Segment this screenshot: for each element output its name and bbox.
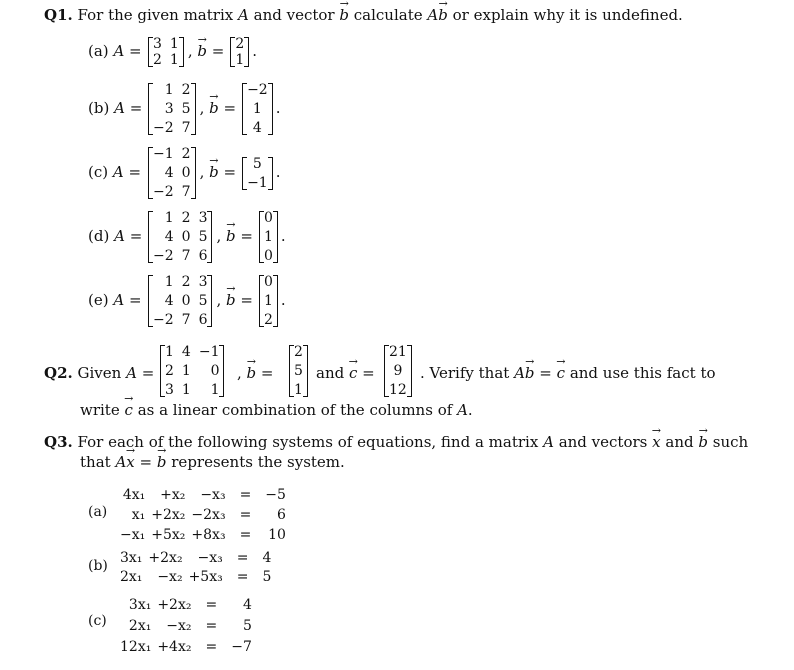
q1-A-cell-0-1: 2 (181, 274, 191, 290)
q1-period: . (275, 163, 281, 181)
q3-term-0-2: = (205, 596, 218, 613)
q3-term-1-2: −2x₃ (191, 507, 226, 523)
q1-matrix-A (148, 147, 196, 199)
q2-vector-c (384, 345, 412, 397)
q1-A-cell-1-2: 5 (198, 229, 208, 245)
q1-period: . (252, 42, 258, 60)
q1-matrix-A (148, 275, 212, 327)
q3-term-1-0: 2x₁ (128, 617, 152, 634)
q2-A-cell-0-1: 4 (181, 344, 191, 360)
q1-matrix-A (148, 83, 196, 135)
q3-term-0-1: +2x₂ (157, 596, 192, 613)
q3-term-0-4: 4 (262, 549, 272, 566)
q3-term-2-3: = (239, 527, 252, 543)
q3-term-1-2: = (205, 617, 218, 634)
q3-term-1-1: +2x₂ (151, 507, 186, 523)
q1-matrix-A (148, 211, 212, 263)
q1-vector-b (242, 157, 273, 190)
q1-vector-b (259, 275, 278, 327)
q1-item-label: (d) A = (88, 227, 143, 245)
q1-A-cell-0-1: 2 (181, 82, 191, 98)
q1-b-cell-1-0: 1 (252, 101, 262, 117)
q3-line1: Q3. For each of the following systems of equations, find a matrix A and vectors x → and b → such (44, 435, 748, 450)
q1-A-cell-1-0: 4 (164, 165, 174, 181)
q1-A-cell-0-0: 1 (164, 274, 174, 290)
q3-system-label: (b) (88, 558, 108, 574)
q2-A-cell-0-2: −1 (198, 344, 220, 360)
q1-b-cell-1-0: 1 (235, 52, 245, 68)
q3-system-equations (120, 548, 271, 586)
q1-item-label: (c) A = (88, 163, 142, 181)
q2-A-cell-2-1: 1 (181, 382, 191, 398)
q3-system-equations (120, 485, 286, 545)
q3-system-label: (a) (88, 504, 108, 520)
q1-A-cell-2-1: 7 (181, 120, 191, 136)
q3-term-1-0: x₁ (131, 507, 146, 523)
q1-A-cell-1-0: 4 (164, 229, 174, 245)
q2-symbol-A: A (126, 364, 137, 382)
q1-b-cell-2-0: 4 (252, 120, 262, 136)
q3-term-1-3: = (236, 568, 249, 585)
q1-A-cell-0-2: 3 (198, 210, 208, 226)
q1-A-cell-2-2: 6 (198, 248, 208, 264)
q1-b-equals: , b → = (216, 293, 253, 308)
q3-term-2-0: 12x₁ (120, 638, 152, 655)
q2-b-cell-1-0: 5 (294, 363, 303, 379)
q3-term-0-4: −5 (265, 487, 286, 503)
q2-c-cell-2-0: 12 (389, 382, 407, 398)
q3-term-2-0: −x₁ (120, 527, 146, 543)
q1-A-cell-0-1: 2 (181, 210, 191, 226)
q1-b-equals: , b → = (200, 165, 237, 180)
q3-term-2-4: 10 (268, 527, 286, 543)
q3-term-1-3: 5 (242, 617, 252, 634)
q1-product-A: A (427, 6, 439, 24)
q3-term-1-2: +5x₃ (188, 568, 223, 585)
q2-A-cell-2-2: 1 (210, 382, 220, 398)
q1-number: Q1. (44, 6, 73, 24)
q1-A-cell-0-0: 3 (153, 36, 162, 52)
q1-b-cell-2-0: 0 (263, 248, 273, 264)
q1-A-cell-1-1: 0 (181, 229, 191, 245)
q1-b-equals: , b → = (200, 101, 237, 116)
q1-item-label: (e) A = (88, 291, 142, 309)
q1-item-label: (b) A = (88, 99, 143, 117)
q1-symbol-b: b → (339, 8, 349, 23)
q1-A-cell-2-0: −2 (153, 248, 174, 264)
q3-system-label: (c) (88, 613, 107, 629)
q2-A-cell-0-0: 1 (165, 344, 174, 360)
q1-b-equals: , b → = (216, 229, 253, 244)
q1-A-cell-1-1: 0 (181, 165, 191, 181)
q1-b-cell-0-0: −2 (247, 82, 268, 98)
q1-item-label: (a) A = (88, 42, 142, 60)
q1-b-equals: , b → = (188, 44, 225, 59)
q1-b-cell-0-0: 5 (252, 155, 262, 172)
q1-A-cell-2-0: −2 (153, 184, 174, 200)
q1-text-c: calculate (353, 6, 423, 24)
q2-matrix-A (160, 345, 224, 397)
q2-verify: . Verify that Ab → = c → and use this fact to (420, 366, 716, 381)
q3-number: Q3. (44, 433, 73, 451)
q2-c-cell-0-0: 21 (389, 344, 407, 360)
q1-A-cell-0-1: 1 (169, 36, 179, 52)
q3-term-0-0: 3x₁ (120, 549, 143, 566)
q3-term-0-3: = (236, 549, 249, 566)
q2-b-eq: , b → = (237, 366, 274, 381)
q3-term-1-3: = (239, 507, 252, 523)
q1-A-cell-1-0: 2 (153, 52, 162, 68)
q3-term-0-2: −x₃ (200, 487, 226, 503)
q3-term-0-3: 4 (242, 596, 252, 613)
q3-term-2-2: +8x₃ (191, 527, 226, 543)
q1-A-cell-2-2: 6 (198, 312, 208, 328)
q3-term-1-4: 5 (262, 568, 272, 585)
q2-and: and c → = (316, 366, 375, 381)
q1-A-cell-0-0: 1 (164, 82, 174, 98)
q1-A-cell-2-1: 7 (181, 248, 191, 264)
q2-number: Q2. (44, 364, 73, 382)
q1-A-cell-0-2: 3 (198, 274, 208, 290)
q1-b-cell-1-0: 1 (263, 229, 273, 245)
q1-heading (44, 8, 683, 23)
q2-given: Given (77, 364, 122, 382)
q2-vector-b (289, 345, 308, 397)
q3-term-0-1: +2x₂ (148, 549, 183, 566)
q1-A-cell-1-1: 5 (181, 101, 191, 117)
q1-A-cell-1-0: 4 (164, 293, 174, 309)
q1-vector-b (259, 211, 278, 263)
q3-term-1-1: −x₂ (166, 617, 192, 634)
q1-A-cell-0-0: 1 (164, 210, 174, 226)
q3-system-equations (120, 594, 252, 657)
q2-b-cell-0-0: 2 (294, 344, 303, 360)
q3-term-0-0: 3x₁ (128, 596, 152, 613)
q1-matrix-A (148, 37, 184, 67)
q2-A-cell-1-0: 2 (165, 363, 174, 379)
q1-A-cell-1-1: 0 (181, 293, 191, 309)
q1-A-cell-2-0: −2 (153, 120, 174, 136)
q1-vector-b (230, 37, 249, 67)
q3-term-0-2: −x₃ (197, 549, 223, 566)
q3-line2: that Ax → = b → represents the system. (80, 455, 345, 470)
q3-term-0-0: 4x₁ (122, 487, 146, 503)
q2-A-cell-1-2: 0 (210, 363, 220, 379)
q1-b-cell-0-0: 0 (263, 210, 273, 226)
q2-line2: write c → as a linear combination of the columns of A. (80, 403, 473, 418)
q1-b-cell-1-0: −1 (247, 174, 268, 191)
q1-A-cell-0-0: −1 (153, 146, 174, 162)
q2-b-cell-2-0: 1 (294, 382, 303, 398)
q3-term-1-1: −x₂ (157, 568, 183, 585)
q1-A-cell-0-1: 2 (181, 146, 191, 162)
q3-term-2-1: +5x₂ (151, 527, 186, 543)
q3-term-1-0: 2x₁ (120, 568, 143, 585)
q1-period: . (280, 227, 286, 245)
q3-term-1-4: 6 (277, 507, 286, 523)
q1-b-cell-2-0: 2 (263, 312, 273, 328)
q3-term-2-1: +4x₂ (157, 638, 192, 655)
q1-text-b: and vector (253, 6, 335, 24)
q3-term-2-2: = (205, 638, 218, 655)
q3-term-0-1: +x₂ (160, 487, 186, 503)
q2-A-cell-2-0: 3 (165, 382, 174, 398)
q3-term-0-3: = (239, 487, 252, 503)
q1-symbol-A: A (238, 6, 249, 24)
q1-A-cell-2-1: 7 (181, 312, 191, 328)
q1-product-b: b → (438, 8, 448, 23)
q1-b-cell-1-0: 1 (263, 293, 273, 309)
q1-A-cell-2-1: 7 (181, 184, 191, 200)
q1-b-cell-0-0: 0 (263, 274, 273, 290)
q1-period: . (280, 291, 286, 309)
q2-line1-left: Q2. Given A = (44, 364, 155, 382)
q1-text-a: For the given matrix (77, 6, 234, 24)
q1-A-cell-1-2: 5 (198, 293, 208, 309)
q2-c-cell-1-0: 9 (393, 363, 403, 379)
q1-A-cell-2-0: −2 (153, 312, 174, 328)
q1-text-d: or explain why it is undefined. (452, 6, 683, 24)
q1-b-cell-0-0: 2 (235, 36, 245, 52)
q1-A-cell-1-0: 3 (164, 101, 174, 117)
q2-A-cell-1-1: 1 (181, 363, 191, 379)
q1-period: . (275, 99, 281, 117)
q3-term-2-3: −7 (231, 638, 252, 655)
q1-A-cell-1-1: 1 (169, 52, 179, 68)
q1-vector-b (242, 83, 273, 135)
